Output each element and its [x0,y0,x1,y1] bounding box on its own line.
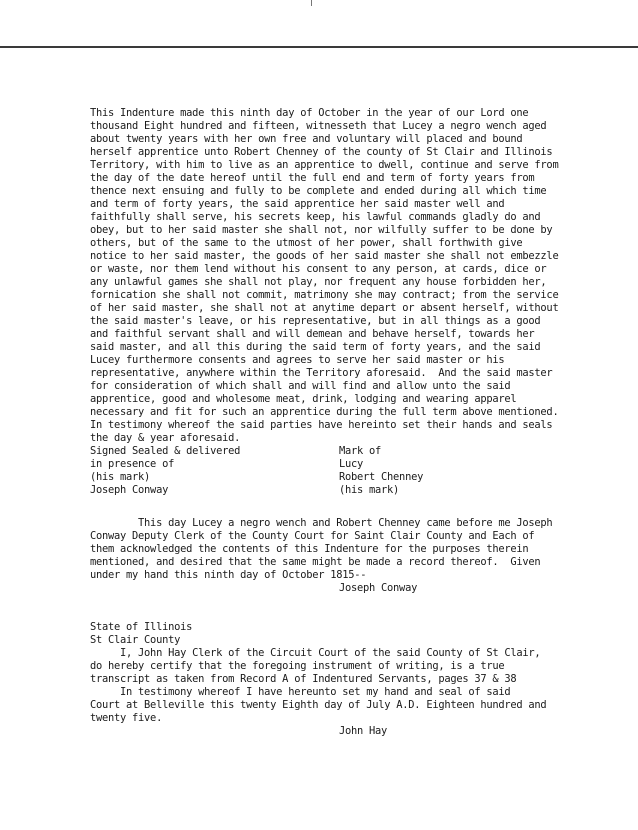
text-line: Territory, with him to live as an apprentice to dwell, continue and serve from [90,159,559,171]
signature-row [90,484,610,497]
certification-section [90,621,610,738]
acknowledgment-signer: Joseph Conway [339,582,418,594]
acknowledgment-paragraph [90,517,610,595]
text-line: the day of the date hereof until the full end and term of forty years from [90,172,535,184]
text-line: or waste, nor them lend without his consent to any person, at cards, dice or [90,263,547,275]
text-line: faithfully shall serve, his secrets keep, his lawful commands gladly do and [90,211,541,223]
indenture-paragraph [90,107,610,445]
text-line: mentioned, and desired that the same might be made a record thereof. Given [90,556,541,568]
document-body [90,107,610,738]
text-line: them acknowledged the contents of this Indenture for the purposes therein [90,543,529,555]
text-line: thousand Eight hundred and fifteen, witnesseth that Lucey a negro wench aged [90,120,547,132]
spacer [90,595,610,621]
signature-row [90,471,610,484]
text-line: In testimony whereof I have hereunto set my hand and seal of said [90,686,511,698]
party-text: (his mark) [339,484,400,496]
witness-text: (his mark) [90,471,151,483]
party-text: Mark of [339,445,382,457]
party-text: Lucy [339,458,364,470]
scan-mark [311,0,312,6]
county-heading: St Clair County [90,634,181,646]
certification-signer: John Hay [339,725,388,737]
text-line: transcript as taken from Record A of Indentured Servants, pages 37 & 38 [90,673,517,685]
text-line: do hereby certify that the foregoing instrument of writing, is a true [90,660,505,672]
text-line: This Indenture made this ninth day of October in the year of our Lord one [90,107,529,119]
text-line: others, but of the same to the utmost of her power, shall forthwith give [90,237,523,249]
text-line: Court at Belleville this twenty Eighth day of July A.D. Eighteen hundred and [90,699,547,711]
text-line: Conway Deputy Clerk of the County Court for Saint Clair County and Each of [90,530,535,542]
text-line: for consideration of which shall and will find and allow unto the said [90,380,511,392]
text-line: the said master's leave, or his representative, but in all things as a good [90,315,541,327]
witness-text: Signed Sealed & delivered [90,445,241,457]
text-line: the day & year aforesaid. [90,432,241,444]
text-line: and term of forty years, the said apprentice her said master well and [90,198,505,210]
text-line: representative, anywhere within the Territory aforesaid. And the said master [90,367,553,379]
text-line: about twenty years with her own free and voluntary will placed and bound [90,133,523,145]
state-heading: State of Illinois [90,621,193,633]
text-line: any unlawful games she shall not play, nor frequent any house forbidden her, [90,276,547,288]
party-text: Robert Chenney [339,471,424,483]
text-line: herself apprentice unto Robert Chenney of the county of St Clair and Illinois [90,146,553,158]
witness-text: in presence of [90,458,175,470]
text-line: This day Lucey a negro wench and Robert Chenney came before me Joseph [90,517,553,529]
text-line: obey, but to her said master she shall not, nor wilfully suffer to be done by [90,224,553,236]
text-line: apprentice, good and wholesome meat, drink, lodging and wearing apparel [90,393,517,405]
spacer [90,497,610,517]
signature-row [90,458,610,471]
text-line: thence next ensuing and fully to be complete and ended during all which time [90,185,547,197]
text-line: In testimony whereof the said parties have hereinto set their hands and seals [90,419,553,431]
signature-block [90,445,610,497]
text-line: necessary and fit for such an apprentice during the full term above mentioned. [90,406,559,418]
text-line: I, John Hay Clerk of the Circuit Court of the said County of St Clair, [90,647,541,659]
text-line: and faithful servant shall and will demean and behave herself, towards her [90,328,535,340]
text-line: under my hand this ninth day of October 1815-- [90,569,367,581]
text-line: said master, and all this during the said term of forty years, and the said [90,341,541,353]
page-top-rule [0,46,638,48]
text-line: Lucey furthermore consents and agrees to serve her said master or his [90,354,505,366]
text-line: notice to her said master, the goods of her said master she shall not embezzle [90,250,559,262]
witness-text: Joseph Conway [90,484,169,496]
text-line: twenty five. [90,712,163,724]
text-line: fornication she shall not commit, matrimony she may contract; from the service [90,289,559,301]
signature-row [90,445,610,458]
text-line: of her said master, she shall not at anytime depart or absent herself, without [90,302,559,314]
